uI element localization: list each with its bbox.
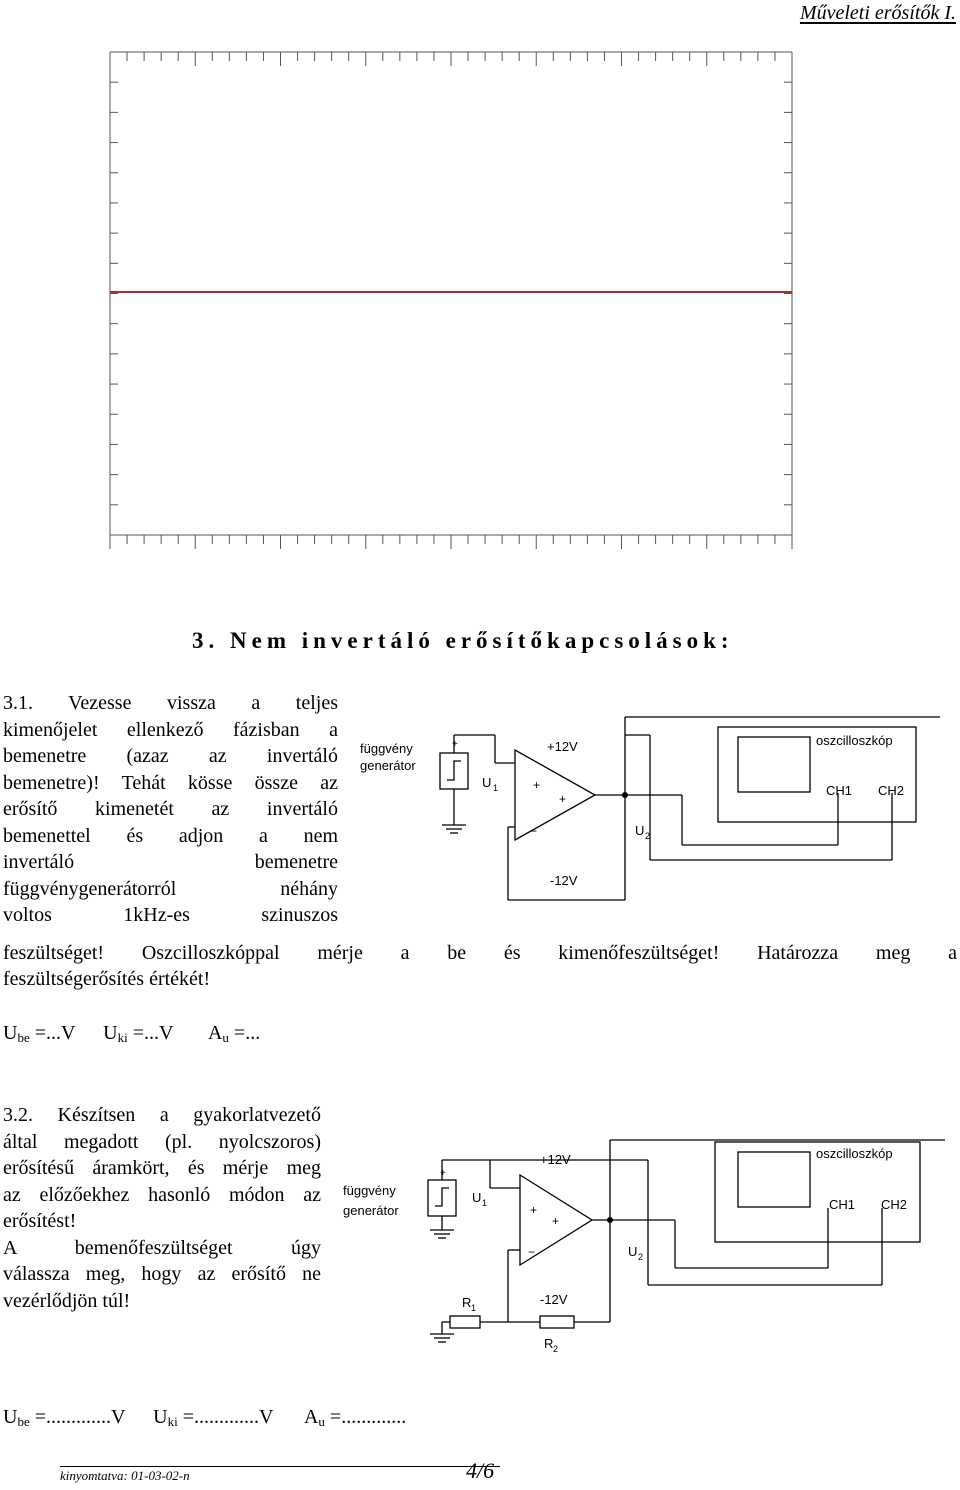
footer-page-number: 4/6: [466, 1458, 495, 1483]
vplus-label: +12V: [547, 739, 578, 754]
u2-label: U: [628, 1244, 638, 1259]
scope-label: oszcilloszkóp: [816, 1146, 893, 1161]
r1-sub: 1: [471, 1303, 477, 1313]
task1-line: kimenőjelet ellenkező fázisban a: [3, 718, 338, 741]
vminus-label: -12V: [540, 1292, 568, 1307]
generator-label: függvény: [343, 1183, 396, 1198]
task2-text: [3, 1102, 321, 1314]
u2-sub: 2: [638, 1252, 644, 1262]
task1-line: 3.1. Vezesse vissza a teljes: [3, 692, 338, 714]
circuit-diagram-2: [330, 1120, 945, 1370]
ch2-label: CH2: [881, 1197, 908, 1212]
a-u-label: A: [207, 1022, 223, 1044]
task2-line: által megadott (pl. nyolcszoros): [3, 1130, 321, 1153]
generator-label: generátor: [343, 1203, 399, 1218]
svg-text:+: +: [440, 1168, 446, 1179]
footer-printed: kinyomtatva: 01-03-02-n: [60, 1468, 190, 1483]
a-u-sub: u: [318, 1414, 325, 1429]
generator-label: generátor: [360, 758, 416, 773]
task1-line: erősítő kimenetét az invertáló: [3, 798, 338, 820]
task1-line: invertáló bemenetre: [3, 851, 338, 873]
ch1-label: CH1: [826, 783, 853, 798]
task1-full-line: feszültséget! Oszcilloszkóppal mérje a be és kimenőfeszültséget! Határozza meg a: [3, 942, 957, 964]
u-be-sub: be: [17, 1414, 30, 1429]
r2-label: R: [544, 1336, 554, 1351]
ch2-label: CH2: [878, 783, 905, 798]
measurement-row-2: [3, 1406, 406, 1430]
a-u-value: =...: [228, 1022, 261, 1044]
svg-text:+: +: [533, 778, 541, 792]
u-ki-label: U: [153, 1406, 168, 1428]
page-header: [0, 0, 958, 26]
u-be-label: U: [3, 1406, 18, 1428]
footer-rule: [60, 1466, 500, 1467]
r1-label: R: [462, 1295, 472, 1310]
task1-last-line: feszültségerősítés értékét!: [3, 968, 211, 990]
svg-text:+: +: [559, 792, 567, 806]
u2-sub: 2: [645, 831, 651, 841]
u1-label: U: [482, 775, 492, 790]
u1-sub: 1: [482, 1198, 488, 1208]
task2-line: az előzőekhez hasonló módon az: [3, 1183, 321, 1206]
svg-text:+: +: [452, 739, 458, 750]
u-be-sub: be: [17, 1030, 30, 1045]
generator-label: függvény: [360, 741, 413, 756]
header-title: Műveleti erősítők I.: [799, 2, 956, 24]
svg-text:−: −: [528, 1245, 536, 1259]
ch1-label: CH1: [829, 1197, 856, 1212]
task1-text: [3, 690, 338, 929]
scope-label: oszcilloszkóp: [816, 733, 893, 748]
task1-line: függvénygenerátorról néhány: [3, 877, 338, 900]
u1-sub: 1: [493, 783, 499, 793]
r2-sub: 2: [553, 1344, 559, 1354]
section-title: 3. Nem invertáló erősítőkapcsolások:: [192, 628, 734, 653]
task1-line: bemenetre (azaz az invertáló: [3, 745, 338, 767]
u-be-value: =.............V: [29, 1406, 126, 1428]
svg-text:−: −: [530, 824, 538, 838]
circuit-diagram-1: [340, 705, 940, 915]
task2-line: A bemenőfeszültséget úgy: [3, 1236, 321, 1259]
u-ki-label: U: [103, 1022, 118, 1044]
oscilloscope-grid: [0, 40, 960, 560]
u-ki-sub: ki: [167, 1414, 178, 1429]
task1-line: bemenetre)! Tehát kösse össze az: [3, 771, 338, 794]
u2-label: U: [635, 823, 645, 838]
u-be-value: =...V: [29, 1022, 76, 1044]
task2-line: válassza meg, hogy az erősítő ne: [3, 1263, 321, 1285]
svg-text:+: +: [552, 1214, 560, 1228]
task2-line: erősítést!: [3, 1210, 77, 1232]
task2-line: vezérlődjön túl!: [3, 1289, 131, 1312]
measurement-row-1: [3, 1022, 260, 1046]
u1-label: U: [472, 1190, 482, 1205]
u-be-label: U: [3, 1022, 18, 1044]
task1-line: bemenettel és adjon a nem: [3, 824, 338, 847]
u-ki-value: =.............V: [177, 1406, 274, 1428]
vplus-label: +12V: [540, 1152, 571, 1167]
task2-line: erősítésű áramkört, és mérje meg: [3, 1157, 321, 1179]
a-u-sub: u: [222, 1030, 229, 1045]
u-ki-value: =...V: [127, 1022, 174, 1044]
task1-line: voltos 1kHz-es szinuszos: [3, 904, 338, 926]
vminus-label: -12V: [550, 873, 578, 888]
svg-text:+: +: [530, 1203, 538, 1217]
a-u-label: A: [303, 1406, 319, 1428]
a-u-value: =.............: [324, 1406, 407, 1428]
task2-line: 3.2. Készítsen a gyakorlatvezető: [3, 1104, 321, 1126]
u-ki-sub: ki: [117, 1030, 128, 1045]
